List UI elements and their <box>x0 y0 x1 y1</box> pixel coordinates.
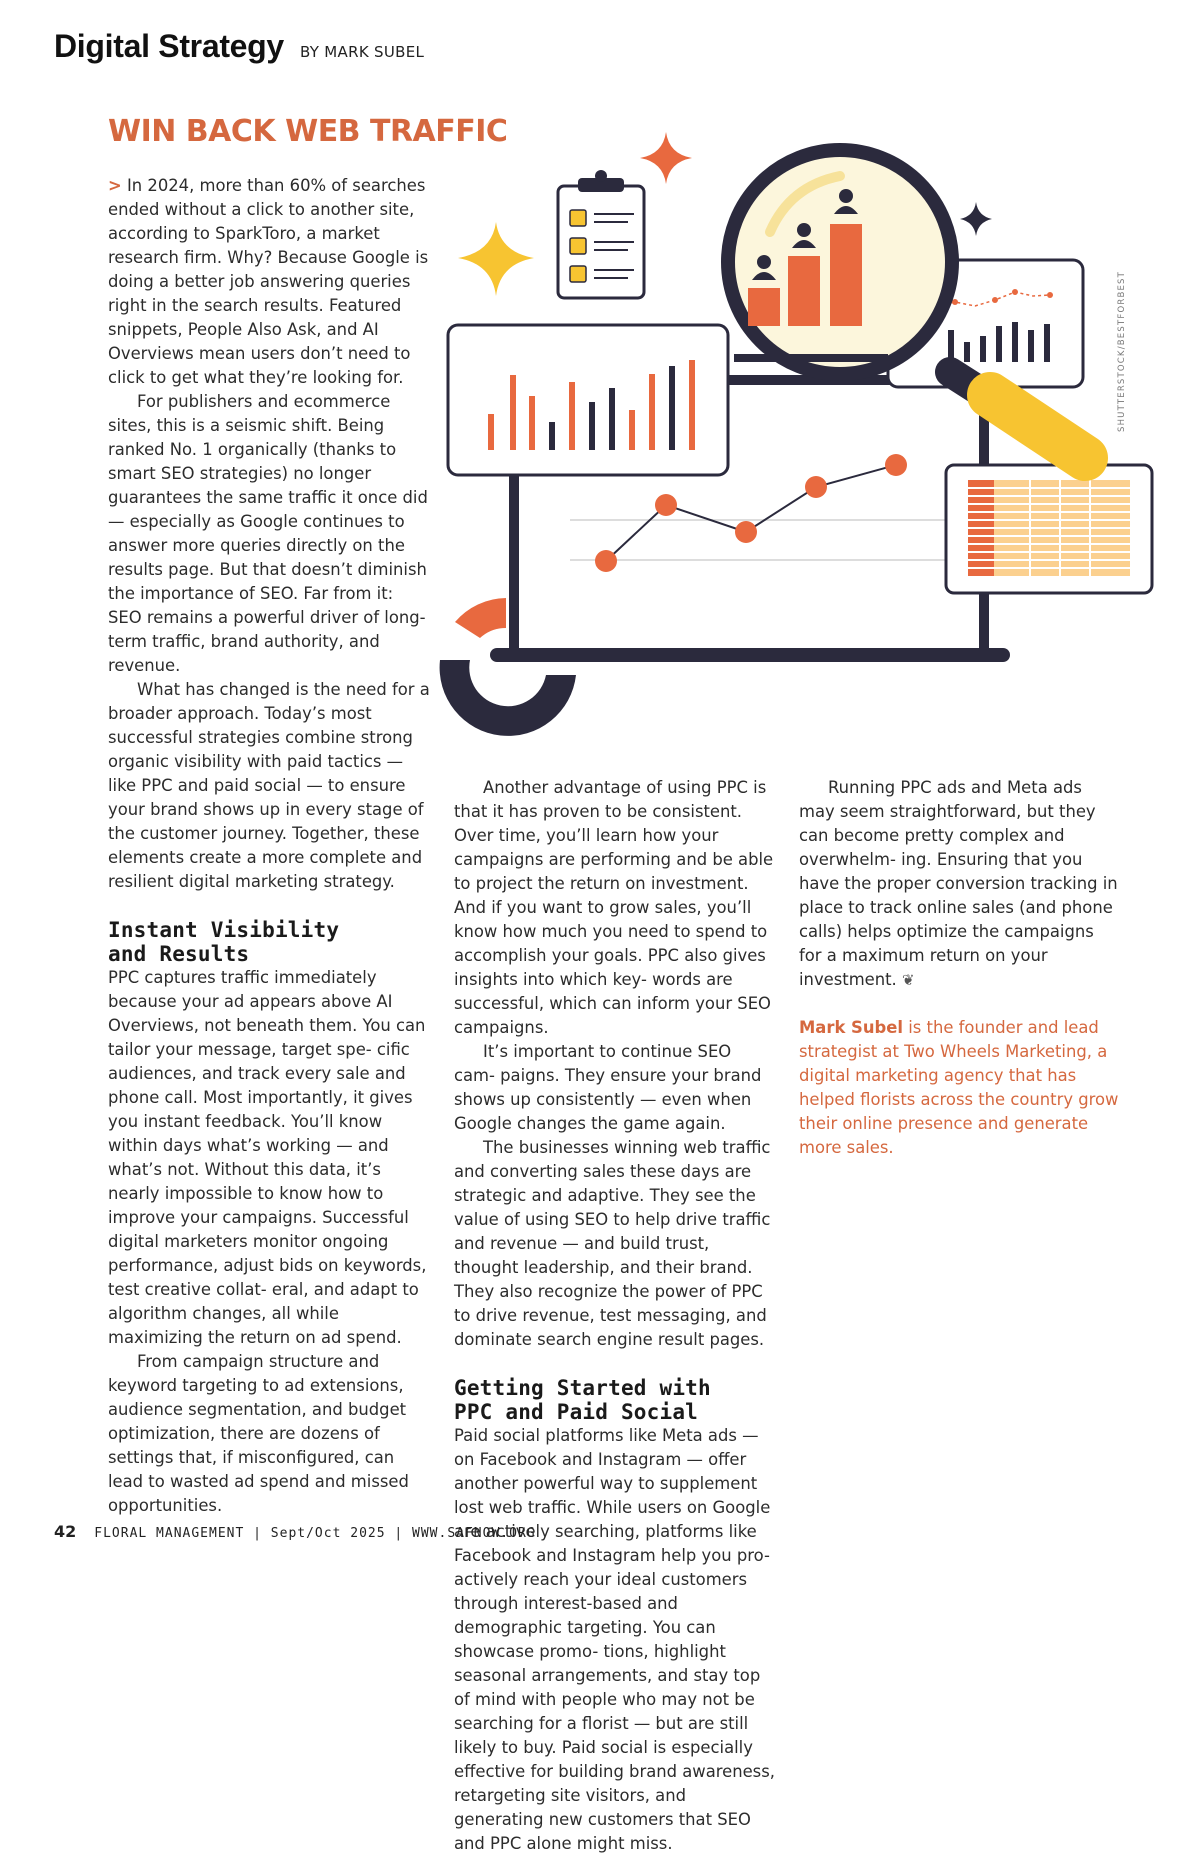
article-column-3 <box>799 776 1121 1160</box>
subhead-instant-visibility: Instant Visibility and Results <box>108 918 340 966</box>
author-name: Mark Subel <box>799 1018 904 1037</box>
sparkle-icon <box>640 132 692 184</box>
paragraph: The businesses winning web traffic and converting sales these days are strategic and adaptive. They see the value of using SEO to help drive traffic and revenue — and build trust, thought leadership, and their brand. They also recognize the power of PPC to drive revenue, test messaging, and dominate search engine result pages. <box>454 1138 771 1349</box>
article-column-1 <box>108 174 430 1518</box>
image-credit: SHUTTERSTOCK/BESTFORBEST <box>1117 270 1127 432</box>
subhead-getting-started: Getting Started with PPC and Paid Social <box>454 1376 711 1424</box>
paragraph: For publishers and ecommerce sites, this is a seismic shift. Being ranked No. 1 organically (thanks to smart SEO strategies) no longer guarantees the same traffic it once did — especially as Google continues to answer more queries directly on the results page. But that doesn’t diminish the importance of SEO. Far from it: SEO remains a powerful driver of long-term traffic, brand authority, and revenue. <box>108 392 428 675</box>
paragraph: Paid social platforms like Meta ads — on Facebook and Instagram — offer another powerful way to supplement lost web traffic. While users on Google are actively searching, platforms like Facebook and Instagram help you pro- actively reach your ideal customers through interest-based and demographic targeting. You can showcase promo- tions, highlight seasonal arrangements, and stay top of mind with people who may not be searching for a florist — but are still likely to buy. Paid social is especially effective for building brand awareness, retargeting site visitors, and generating new customers that SEO and PPC alone might miss. <box>454 1426 775 1853</box>
seo-analytics-illustration <box>430 120 1160 745</box>
clipboard-icon <box>558 170 644 298</box>
paragraph: From campaign structure and keyword targeting to ad extensions, audience segmentation, and budget optimization, there are dozens of settings that, if misconfigured, can lead to wasted ad spend and missed opportunities. <box>108 1352 409 1515</box>
sparkle-icon <box>960 202 992 236</box>
paragraph: Running PPC ads and Meta ads may seem straightforward, but they can become pretty complex and overwhelm- ing. Ensuring that you have the proper conversion tracking in place to track online sales (and phone calls) helps optimize the campaigns for a maximum return on your investment. ❦ <box>799 778 1118 989</box>
section-title: Digital Strategy <box>54 28 284 64</box>
paragraph-text: In 2024, more than 60% of searches ended without a click to another site, according to SparkToro, a market research firm. Why? Because Google is doing a better job answering queries right in the search results. Featured snippets, People Also Ask, and AI Overviews mean users don’t need to click to get what they’re looking for. <box>108 176 429 387</box>
lead-arrow-icon: > <box>108 176 122 195</box>
author-bio-text: is the founder and lead strategist at Two Wheels Marketing, a digital marketing agency that has helped florists across the country grow their online presence and generate more sales. <box>799 1018 1119 1157</box>
byline: BY MARK SUBEL <box>300 43 425 61</box>
author-bio <box>799 1016 1121 1160</box>
bar-chart-icon <box>448 325 728 475</box>
publication-info: FLORAL MANAGEMENT | Sept/Oct 2025 | WWW.SAFNOW.ORG <box>94 1526 536 1541</box>
paragraph: What has changed is the need for a broader approach. Today’s most successful strategies combine strong organic visibility with paid tactics — like PPC and paid social — to ensure your brand shows up in every stage of the customer journey. Together, these elements create a more complete and resilient digital marketing strategy. <box>108 680 430 891</box>
paragraph <box>108 174 430 390</box>
paragraph: PPC captures traffic immediately because your ad appears above AI Overviews, not beneath them. You can tailor your message, target spe- cific audiences, and track every sale and phone call. Most importantly, it gives you instant feedback. You’ll know within days what’s working — and what’s not. Without this data, it’s nearly impossible to know how to improve your campaigns. Successful digital marketers monitor ongoing performance, adjust bids on keywords, test creative collat- eral, and adapt to algorithm changes, all while maximizing the return on ad spend. <box>108 968 427 1347</box>
article-column-2 <box>454 776 776 1856</box>
page-number: 42 <box>54 1522 77 1541</box>
paragraph: Another advantage of using PPC is that it has proven to be consistent. Over time, you’ll learn how your campaigns are performing and be able to project the return on investment. And if you want to grow sales, you’ll know how much you need to spend to accomplish your goals. PPC also gives insights into which key- words are successful, which can inform your SEO campaigns. <box>454 778 774 1037</box>
sparkle-icon <box>458 222 534 296</box>
article-headline: WIN BACK WEB TRAFFIC <box>108 114 508 149</box>
table-icon <box>946 465 1152 593</box>
page-footer <box>54 1522 536 1541</box>
paragraph: It’s important to continue SEO cam- paigns. They ensure your brand shows up consistently — even when Google changes the game again. <box>454 1042 762 1133</box>
end-mark-icon: ❦ <box>902 971 915 989</box>
